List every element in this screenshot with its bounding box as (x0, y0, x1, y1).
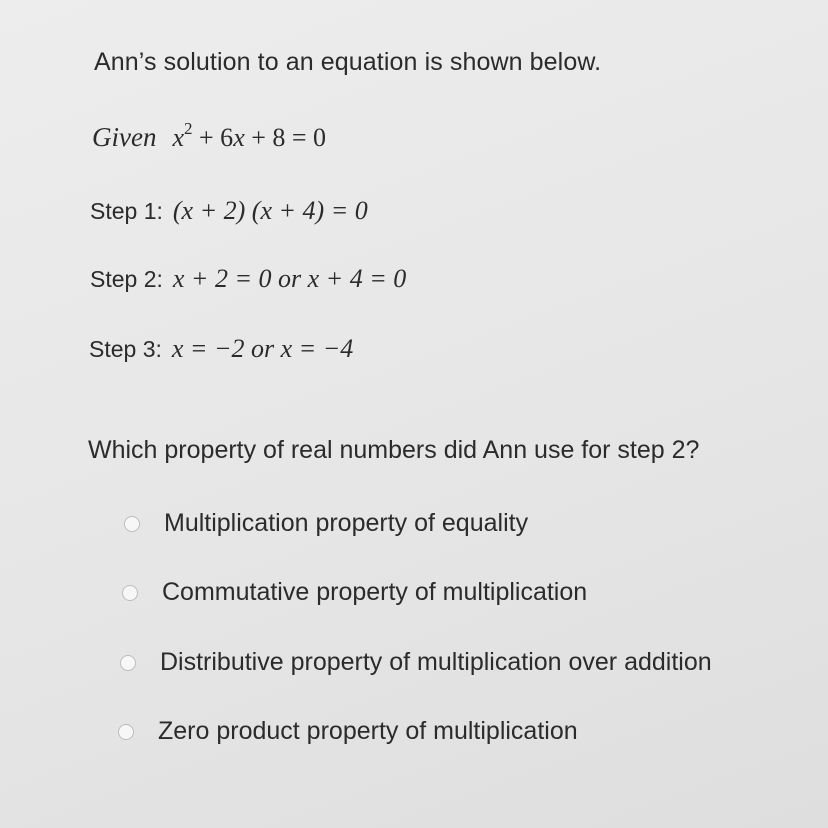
step-3-math: x = −2 or x = −4 (171, 334, 354, 363)
given-var-x: x (172, 123, 185, 152)
intro-text: Ann’s solution to an equation is shown below. (94, 48, 602, 76)
step-3-label: Step 3: (89, 336, 162, 362)
question-text: Which property of real numbers did Ann use for step 2? (88, 436, 700, 464)
radio-circle-icon[interactable] (120, 655, 136, 671)
step-1-label: Step 1: (90, 198, 163, 224)
given-term: + 6 (192, 123, 234, 152)
answer-option-label: Zero product property of multiplication (158, 717, 578, 745)
answer-option-label: Commutative property of multiplication (162, 578, 588, 606)
given-equation (172, 119, 327, 153)
radio-circle-icon[interactable] (124, 516, 140, 532)
answer-option-2[interactable] (122, 578, 587, 607)
step-1-math: (x + 2) (x + 4) = 0 (172, 196, 368, 225)
step-2-label: Step 2: (90, 266, 163, 292)
step-1-line (90, 196, 368, 226)
given-exponent: 2 (184, 119, 193, 138)
step-2-math: x + 2 = 0 or x + 4 = 0 (172, 264, 407, 293)
given-line (92, 119, 327, 153)
given-word: Given (92, 122, 157, 152)
answer-option-label: Distributive property of multiplication over addition (160, 648, 712, 676)
radio-circle-icon[interactable] (118, 724, 134, 740)
answer-option-3[interactable] (120, 648, 712, 677)
step-3-line (89, 334, 353, 364)
answer-option-4[interactable] (118, 717, 578, 746)
answer-option-label: Multiplication property of equality (164, 509, 529, 537)
radio-circle-icon[interactable] (122, 585, 138, 601)
answer-option-1[interactable] (124, 509, 528, 538)
given-term-rest: + 8 = 0 (244, 123, 327, 152)
given-var-x2: x (233, 123, 245, 152)
step-2-line (90, 264, 406, 294)
